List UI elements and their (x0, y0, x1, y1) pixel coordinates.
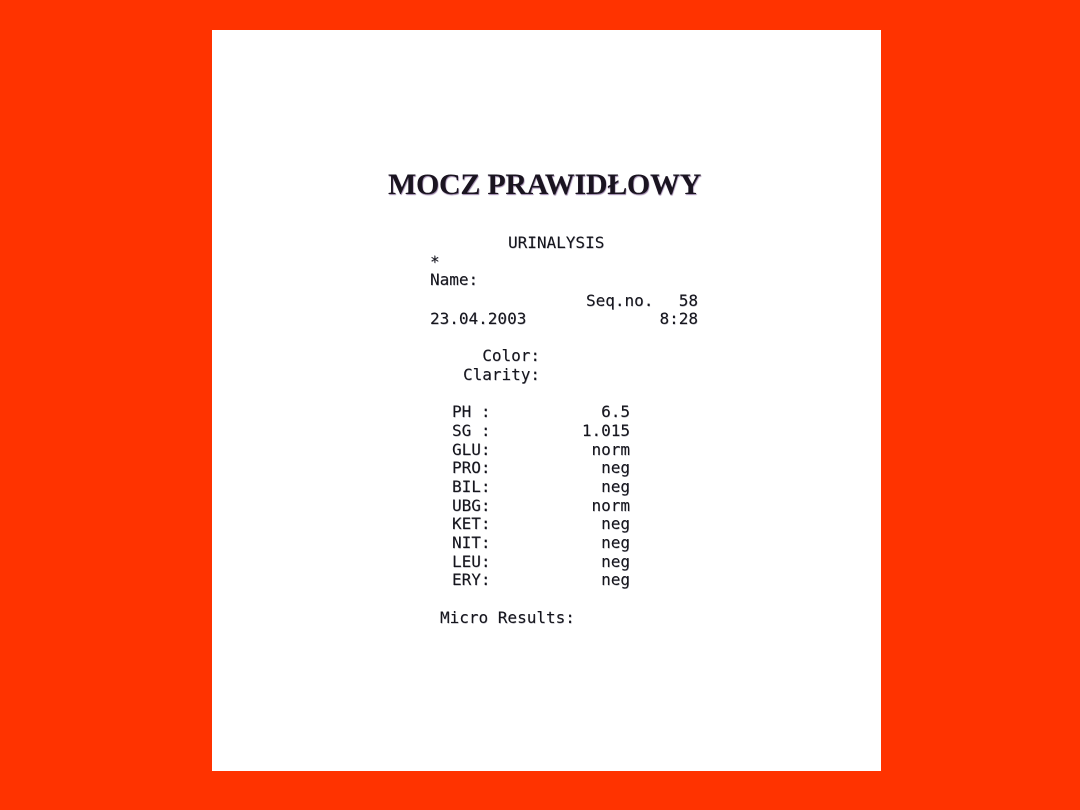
result-value: neg (601, 570, 630, 589)
result-label: NIT: (452, 533, 491, 552)
document-heading: MOCZ PRAWIDŁOWY (388, 168, 702, 201)
clarity-label: Clarity: (462, 365, 540, 384)
result-label: ERY: (452, 570, 491, 589)
result-value: neg (601, 458, 630, 477)
report-title: URINALYSIS (508, 233, 605, 252)
result-value: norm (591, 496, 630, 515)
micro-results-label: Micro Results: (440, 608, 575, 627)
seq-label: Seq.no. (586, 291, 654, 310)
asterisk-marker: * (430, 252, 440, 271)
result-label: BIL: (452, 477, 491, 496)
seq-value: 58 (678, 291, 698, 310)
result-label: SG : (452, 421, 491, 440)
result-label: KET: (452, 514, 491, 533)
result-value: neg (601, 514, 630, 533)
result-value: neg (601, 533, 630, 552)
result-value: neg (601, 477, 630, 496)
report-date: 23.04.2003 (430, 309, 527, 328)
result-value: neg (601, 552, 630, 571)
result-label: GLU: (452, 440, 491, 459)
result-value: 1.015 (581, 421, 630, 440)
report-time: 8:28 (659, 309, 698, 328)
result-label: PH : (452, 402, 491, 421)
result-value: 6.5 (601, 402, 630, 421)
result-label: UBG: (452, 496, 491, 515)
color-label: Color: (482, 346, 540, 365)
result-value: norm (591, 440, 630, 459)
printout-paper (212, 30, 881, 771)
result-label: LEU: (452, 552, 491, 571)
result-label: PRO: (452, 458, 491, 477)
name-label: Name: (430, 270, 479, 289)
